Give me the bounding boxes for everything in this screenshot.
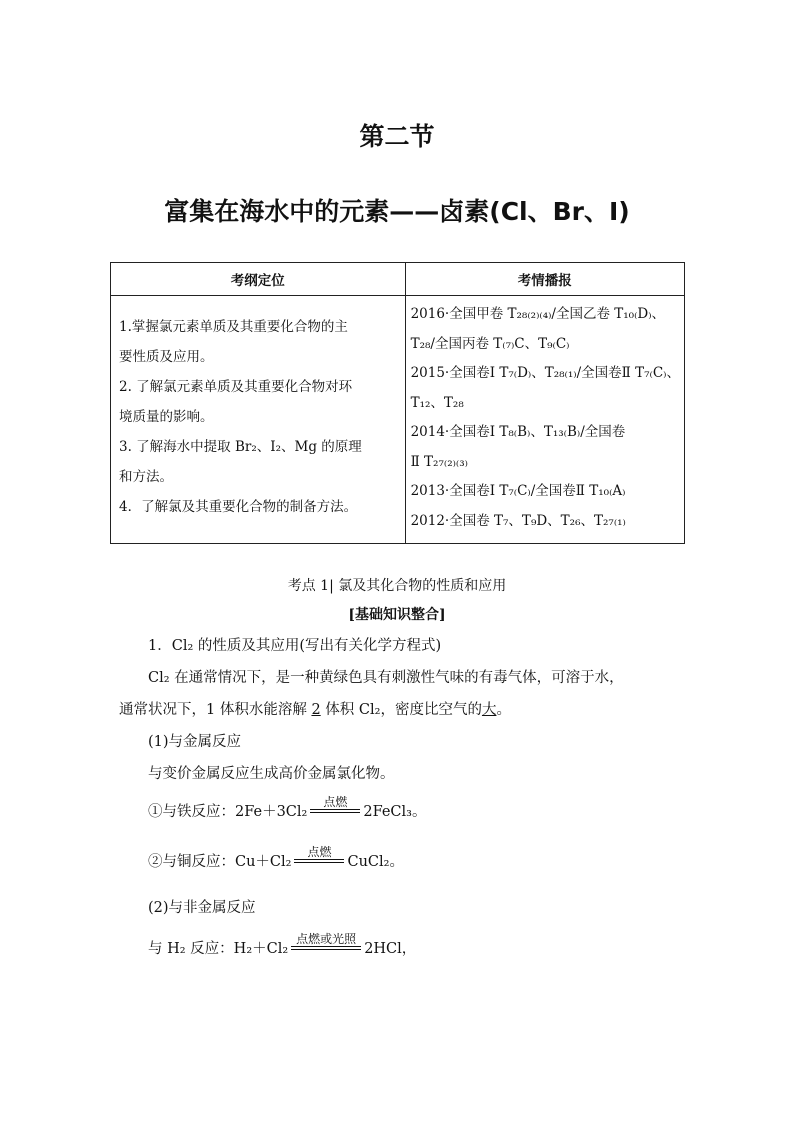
answer-density: 大 (481, 702, 497, 718)
double-line (291, 946, 361, 950)
report-line: 2016·全国甲卷 T₂₈₍₂₎₍₄₎/全国乙卷 T₁₀₍D₎、 (410, 306, 666, 322)
outline-cell (111, 296, 406, 544)
reaction-condition: 点燃或光照 (296, 932, 357, 946)
section-title: 第二节 (359, 122, 435, 151)
exam-report-cell (405, 296, 684, 544)
reaction-hydrogen-reactants: 与 H₂ 反应：H₂＋Cl₂ (148, 941, 289, 957)
paragraph-3-text: 通常状况下，1 体积水能溶解 (119, 702, 312, 718)
reaction-arrow (294, 845, 344, 863)
kaodian-heading: 考点 1| 氯及其化合物的性质和应用 (287, 578, 507, 594)
paragraph-3-text: 。 (496, 702, 511, 718)
report-line: T₂₈/全国丙卷 T₍₇₎C、T₉₍C₎ (410, 335, 570, 352)
answer-volume: 2 (311, 702, 321, 718)
report-line: 2013·全国卷Ⅰ T₇₍C₎/全国卷Ⅱ T₁₀₍A₎ (410, 483, 626, 499)
reaction-iron-reactants: ①与铁反应：2Fe＋3Cl₂ (148, 804, 308, 820)
reaction-condition: 点燃 (323, 795, 348, 809)
outline-line: 2. 了解氯元素单质及其重要化合物对环 (119, 379, 353, 395)
reaction-iron (148, 795, 427, 821)
outline-line: 要性质及应用。 (119, 349, 214, 365)
outline-line: 3. 了解海水中提取 Br₂、I₂、Mg 的原理 (119, 439, 362, 455)
reaction-copper (148, 845, 404, 871)
report-line: T₁₂、T₂₈ (410, 394, 464, 411)
reaction-hydrogen (148, 932, 417, 958)
paragraph-5: 与变价金属反应生成高价金属氯化物。 (148, 766, 395, 782)
paragraph-1: 1．Cl₂ 的性质及其应用(写出有关化学方程式) (148, 638, 442, 654)
report-line: 2014·全国卷Ⅰ T₈₍B₎、T₁₃₍B₎/全国卷 (410, 424, 626, 440)
outline-line: 1.掌握氯元素单质及其重要化合物的主 (119, 319, 348, 335)
reaction-copper-product: CuCl₂。 (347, 854, 404, 870)
outline-line: 4．了解氯及其重要化合物的制备方法。 (119, 499, 358, 515)
report-line: 2015·全国卷Ⅰ T₇₍D₎、T₂₈₍₁₎/全国卷Ⅱ T₇₍C₎、 (410, 365, 680, 381)
table-header-left: 考纲定位 (111, 263, 406, 296)
table-header-right: 考情播报 (405, 263, 684, 296)
report-line: 2012·全国卷 T₇、T₉D、T₂₆、T₂₇₍₁₎ (410, 512, 626, 529)
exam-outline-table (110, 262, 685, 544)
outline-line: 境质量的影响。 (119, 409, 214, 425)
paragraph-4: (1)与金属反应 (148, 734, 242, 750)
paragraph-3-text: 体积 Cl₂，密度比空气的 (320, 702, 482, 718)
reaction-arrow (291, 932, 361, 950)
double-line (310, 809, 360, 813)
paragraph-2: Cl₂ 在通常情况下，是一种黄绿色具有刺激性气味的有毒气体，可溶于水， (148, 670, 624, 686)
reaction-hydrogen-product: 2HCl， (364, 941, 417, 957)
reaction-iron-product: 2FeCl₃。 (363, 804, 427, 820)
double-line (294, 859, 344, 863)
basic-knowledge-heading: [基础知识整合] (348, 607, 446, 623)
reaction-copper-reactants: ②与铜反应：Cu＋Cl₂ (148, 854, 292, 870)
reaction-arrow (310, 795, 360, 813)
paragraph-3 (119, 698, 511, 719)
chapter-title: 富集在海水中的元素——卤素(Cl、Br、I) (164, 197, 630, 226)
reaction-condition: 点燃 (307, 845, 332, 859)
report-line: Ⅱ T₂₇₍₂₎₍₃₎ (410, 453, 468, 470)
paragraph-6: (2)与非金属反应 (148, 900, 256, 916)
outline-line: 和方法。 (119, 469, 173, 485)
